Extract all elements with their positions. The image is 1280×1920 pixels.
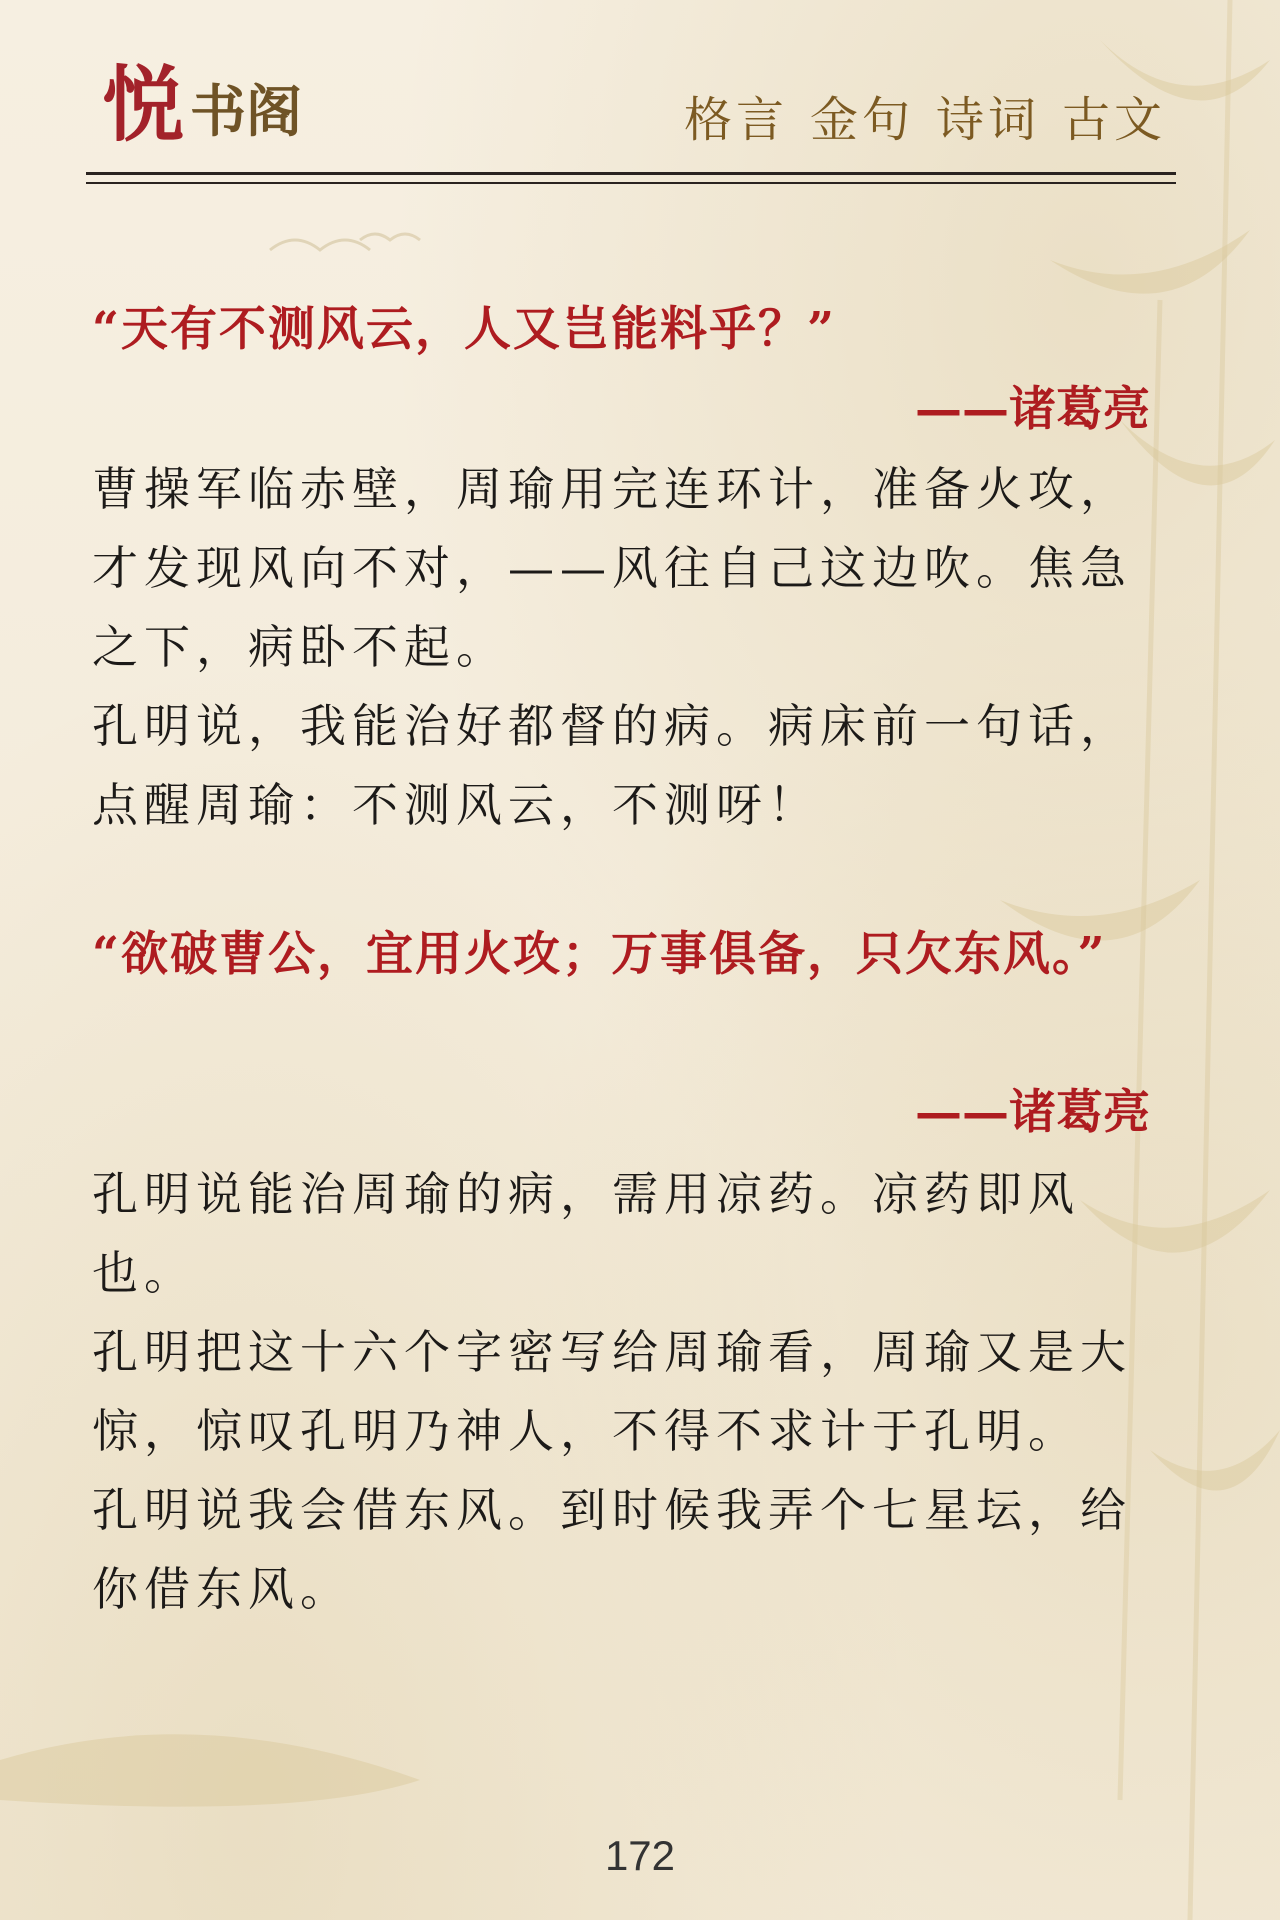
quote-2: “欲破曹公，宜用火攻；万事俱备，只欠东风。”	[92, 927, 1107, 982]
site-logo	[102, 57, 303, 153]
commentary-2	[92, 1155, 1132, 1629]
nav-item-golden-quotes[interactable]: 金句	[809, 92, 914, 148]
header-divider-top	[86, 172, 1176, 175]
paragraph: 孔明说能治周瑜的病，需用凉药。凉药即风也。	[92, 1167, 1080, 1300]
header-divider-bottom	[86, 182, 1176, 184]
paragraph: 孔明把这十六个字密写给周瑜看，周瑜又是大惊，惊叹孔明乃神人，不得不求计于孔明。	[92, 1325, 1132, 1458]
logo-sub-text: 书阁	[190, 78, 303, 145]
paragraph: 孔明说我会借东风。到时候我弄个七星坛，给你借东风。	[92, 1483, 1132, 1616]
nav-item-maxims[interactable]: 格言	[683, 92, 788, 148]
paragraph: 曹操军临赤壁，周瑜用完连环计，准备火攻，才发现风向不对，——风往自己这边吹。焦急之下，病卧不起。	[92, 462, 1132, 674]
quote-2-author: ——诸葛亮	[915, 1085, 1150, 1140]
paragraph: 孔明说，我能治好都督的病。病床前一句话，点醒周瑜：不测风云，不测呀！	[92, 699, 1132, 832]
commentary-1	[92, 450, 1132, 845]
nav-item-classical-prose[interactable]: 古文	[1061, 92, 1166, 148]
quote-1-author: ——诸葛亮	[915, 382, 1150, 437]
category-nav	[684, 94, 1166, 147]
quote-1: “天有不测风云，人又岂能料乎？”	[92, 302, 837, 357]
page-number: 172	[604, 1832, 676, 1879]
nav-item-poetry[interactable]: 诗词	[935, 92, 1040, 148]
logo-main-char: 悦	[102, 57, 185, 153]
page-header	[86, 57, 1176, 174]
